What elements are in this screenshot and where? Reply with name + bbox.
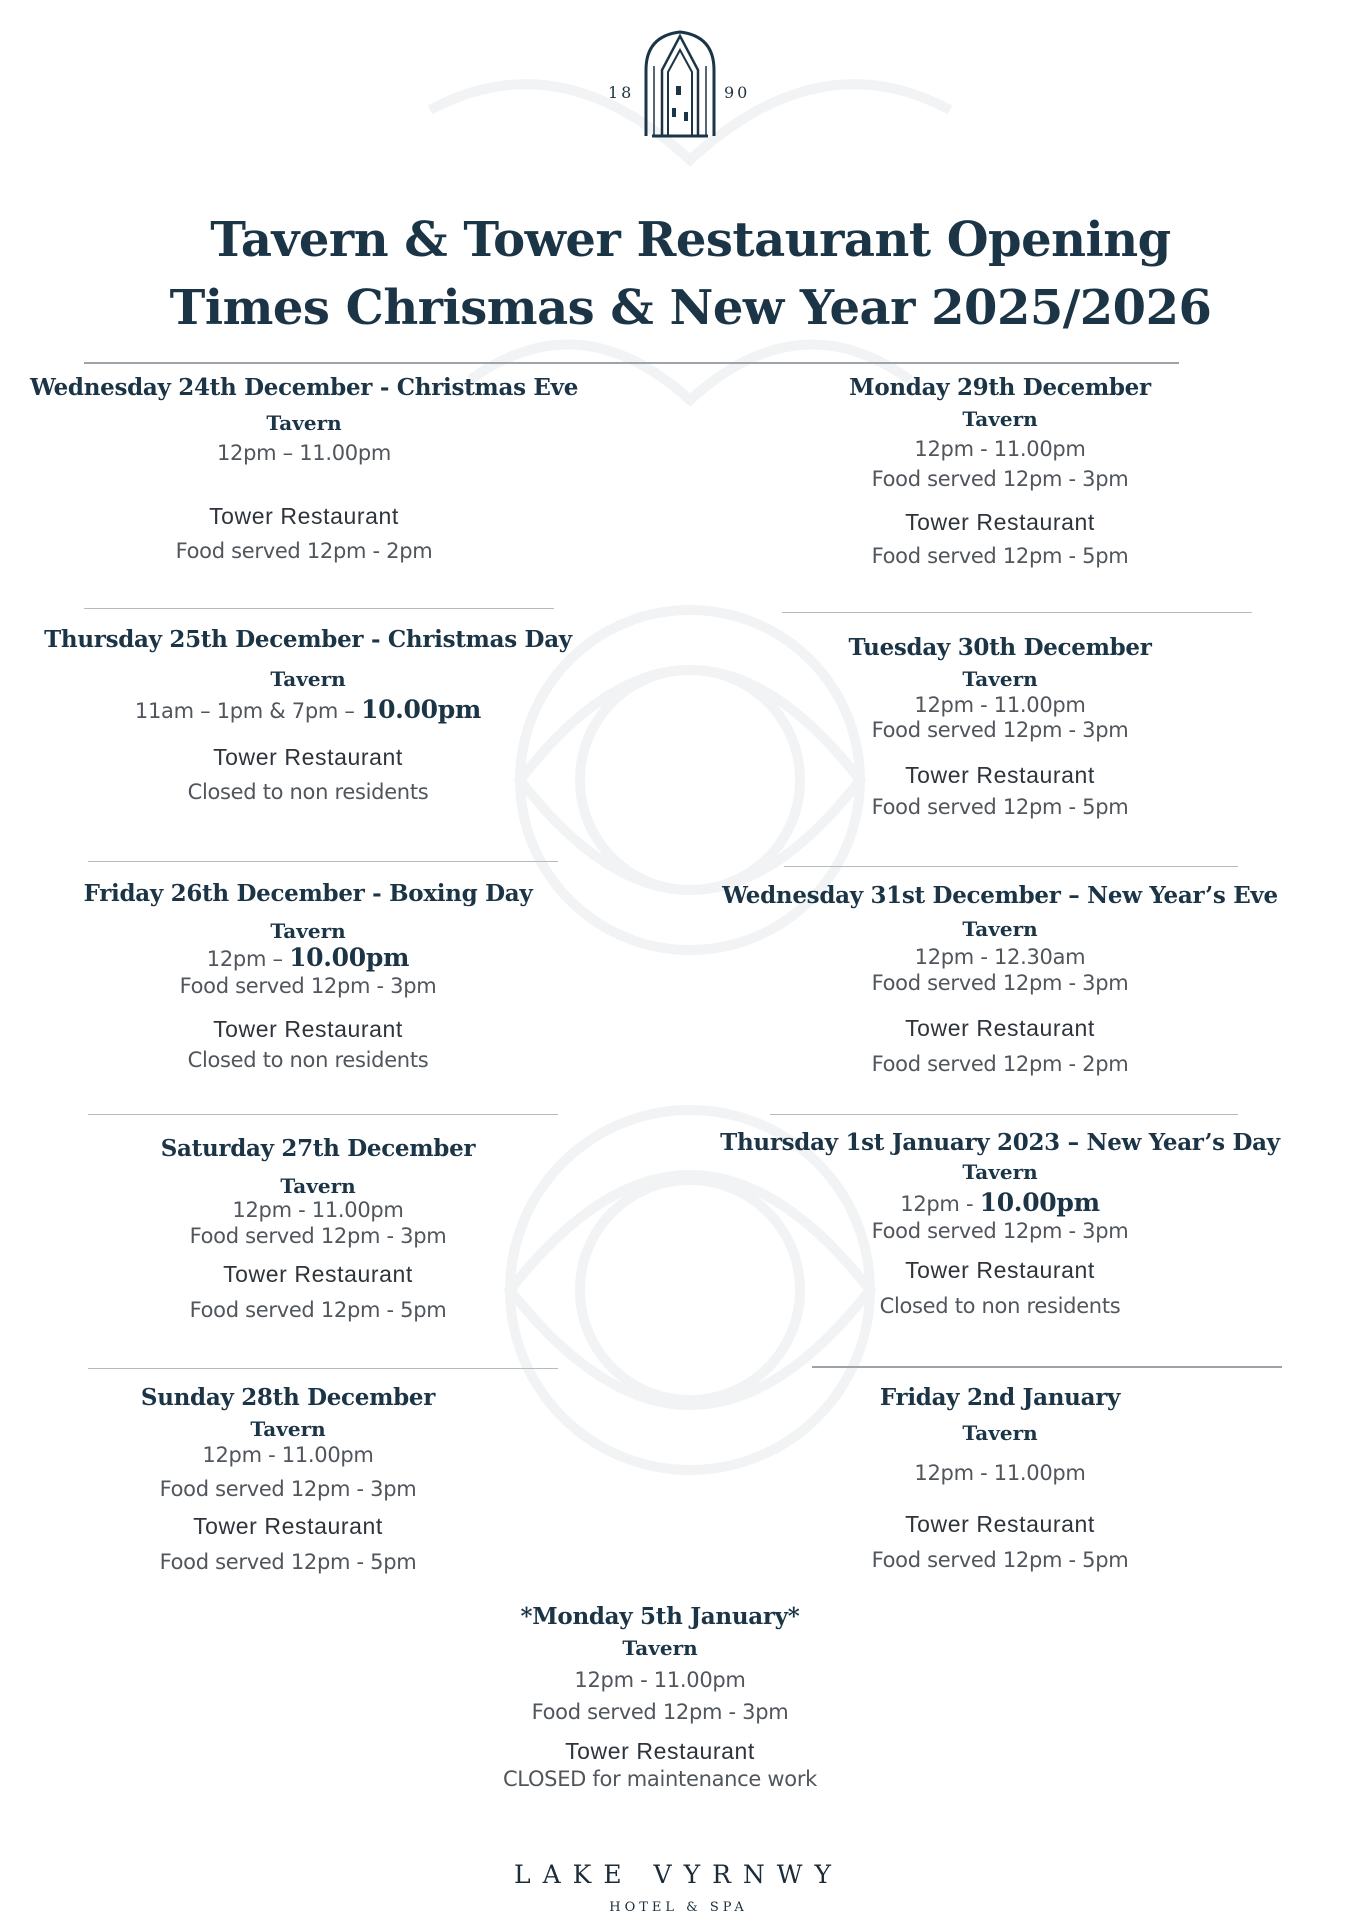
tavern-hours: 12pm – 10.00pm [206, 943, 410, 972]
schedule-wed-31-dec [700, 882, 1300, 1076]
tavern-food: Food served 12pm - 3pm [179, 974, 437, 998]
tavern-hours: 12pm - 11.00pm [914, 437, 1086, 461]
tavern-hours: 12pm - 12.30am [914, 945, 1086, 969]
section-divider [782, 612, 1252, 613]
logo-year-right: 90 [724, 83, 751, 102]
day-heading: Friday 26th December - Boxing Day [83, 880, 533, 907]
tavern-food: Food served 12pm - 3pm [189, 1224, 447, 1248]
day-heading: Monday 29th December [849, 374, 1151, 401]
schedule-mon-29-dec [700, 374, 1300, 568]
tavern-hours: 11am – 1pm & 7pm – 10.00pm [134, 695, 482, 724]
footer-brand-name: LAKE VYRNWY [514, 1860, 843, 1889]
title-line-1: Tavern & Tower Restaurant Opening [210, 212, 1171, 268]
section-divider [88, 1368, 558, 1369]
section-divider [812, 1366, 1282, 1368]
tower-label: Tower Restaurant [193, 1513, 383, 1539]
tower-label: Tower Restaurant [905, 1015, 1095, 1041]
tavern-hours: 12pm – 11.00pm [216, 441, 392, 465]
tavern-food: Food served 12pm - 3pm [871, 971, 1129, 995]
schedule-wed-24-dec [20, 374, 588, 563]
day-heading: Saturday 27th December [160, 1135, 476, 1162]
tower-info: Closed to non residents [187, 780, 429, 804]
hotel-logo [608, 28, 752, 140]
tower-label: Tower Restaurant [213, 744, 403, 770]
day-heading: *Monday 5th January* [520, 1603, 800, 1630]
schedule-sun-28-dec [20, 1384, 556, 1574]
tower-info: Food served 12pm - 5pm [189, 1298, 447, 1322]
tower-info: Closed to non residents [879, 1294, 1121, 1318]
schedule-mon-5-jan [390, 1603, 930, 1791]
tavern-label: Tavern [962, 1421, 1038, 1445]
tower-info: Closed to non residents [187, 1048, 429, 1072]
tower-label: Tower Restaurant [223, 1261, 413, 1287]
tavern-label: Tavern [962, 407, 1038, 431]
tower-label: Tower Restaurant [905, 1511, 1095, 1537]
logo-year-left: 18 [608, 83, 635, 102]
tavern-closing-time: 10.00pm [979, 1188, 1100, 1217]
schedule-sat-27-dec [20, 1135, 616, 1322]
tavern-food: Food served 12pm - 3pm [871, 1219, 1129, 1243]
castle-tower-icon [644, 28, 716, 140]
day-heading: Thursday 25th December - Christmas Day [44, 626, 572, 653]
day-heading: Wednesday 24th December - Christmas Eve [29, 374, 579, 401]
footer-brand-subtitle: HOTEL & SPA [609, 1900, 748, 1915]
title-divider [84, 362, 1179, 364]
tavern-label: Tavern [250, 1417, 326, 1441]
tower-label: Tower Restaurant [905, 762, 1095, 788]
tavern-food: Food served 12pm - 3pm [871, 718, 1129, 742]
tavern-hours: 12pm - 10.00pm [900, 1188, 1100, 1217]
schedule-fri-26-dec [20, 880, 596, 1072]
tower-label: Tower Restaurant [905, 1257, 1095, 1283]
schedule-thu-25-dec [20, 626, 596, 804]
tavern-hours: 12pm - 11.00pm [914, 693, 1086, 717]
tavern-label: Tavern [280, 1174, 356, 1198]
tavern-closing-time: 10.00pm [360, 695, 482, 724]
tower-label: Tower Restaurant [209, 503, 399, 529]
page-title [0, 206, 1357, 342]
tower-info: Food served 12pm - 2pm [871, 1052, 1129, 1076]
tavern-label: Tavern [962, 917, 1038, 941]
day-heading: Wednesday 31st December – New Year’s Eve [722, 882, 1278, 909]
tavern-hours: 12pm - 11.00pm [574, 1668, 746, 1692]
tower-info: Food served 12pm - 5pm [871, 795, 1129, 819]
day-heading: Friday 2nd January [879, 1384, 1121, 1411]
tower-label: Tower Restaurant [905, 509, 1095, 535]
tavern-label: Tavern [270, 919, 346, 943]
section-divider [84, 608, 554, 609]
tower-info: Food served 12pm - 5pm [871, 1548, 1129, 1572]
section-divider [88, 861, 558, 862]
section-divider [784, 866, 1238, 867]
schedule-tue-30-dec [700, 634, 1300, 819]
tower-info: CLOSED for maintenance work [502, 1767, 818, 1791]
day-heading: Thursday 1st January 2023 – New Year’s Day [720, 1129, 1280, 1156]
schedule-thu-1-jan [700, 1129, 1300, 1318]
section-divider [88, 1114, 558, 1115]
tavern-closing-time: 10.00pm [289, 943, 410, 972]
day-heading: Sunday 28th December [140, 1384, 436, 1411]
tower-label: Tower Restaurant [565, 1738, 755, 1764]
day-heading: Tuesday 30th December [848, 634, 1152, 661]
tavern-label: Tavern [962, 1160, 1038, 1184]
tower-info: Food served 12pm - 5pm [871, 544, 1129, 568]
tavern-food: Food served 12pm - 3pm [159, 1477, 417, 1501]
section-divider [770, 1114, 1238, 1115]
tavern-label: Tavern [270, 667, 346, 691]
tavern-food: Food served 12pm - 3pm [871, 467, 1129, 491]
schedule-fri-2-jan [700, 1384, 1300, 1572]
tavern-label: Tavern [622, 1636, 698, 1660]
tavern-food: Food served 12pm - 3pm [531, 1700, 789, 1724]
title-line-2: Times Chrismas & New Year 2025/2026 [169, 280, 1212, 336]
tavern-label: Tavern [962, 667, 1038, 691]
tower-label: Tower Restaurant [213, 1016, 403, 1042]
tower-info: Food served 12pm - 5pm [159, 1550, 417, 1574]
tavern-hours: 12pm - 11.00pm [202, 1443, 374, 1467]
tower-info: Food served 12pm - 2pm [175, 539, 433, 563]
tavern-hours: 12pm - 11.00pm [914, 1461, 1086, 1485]
tavern-label: Tavern [266, 411, 342, 435]
tavern-hours: 12pm - 11.00pm [232, 1198, 404, 1222]
